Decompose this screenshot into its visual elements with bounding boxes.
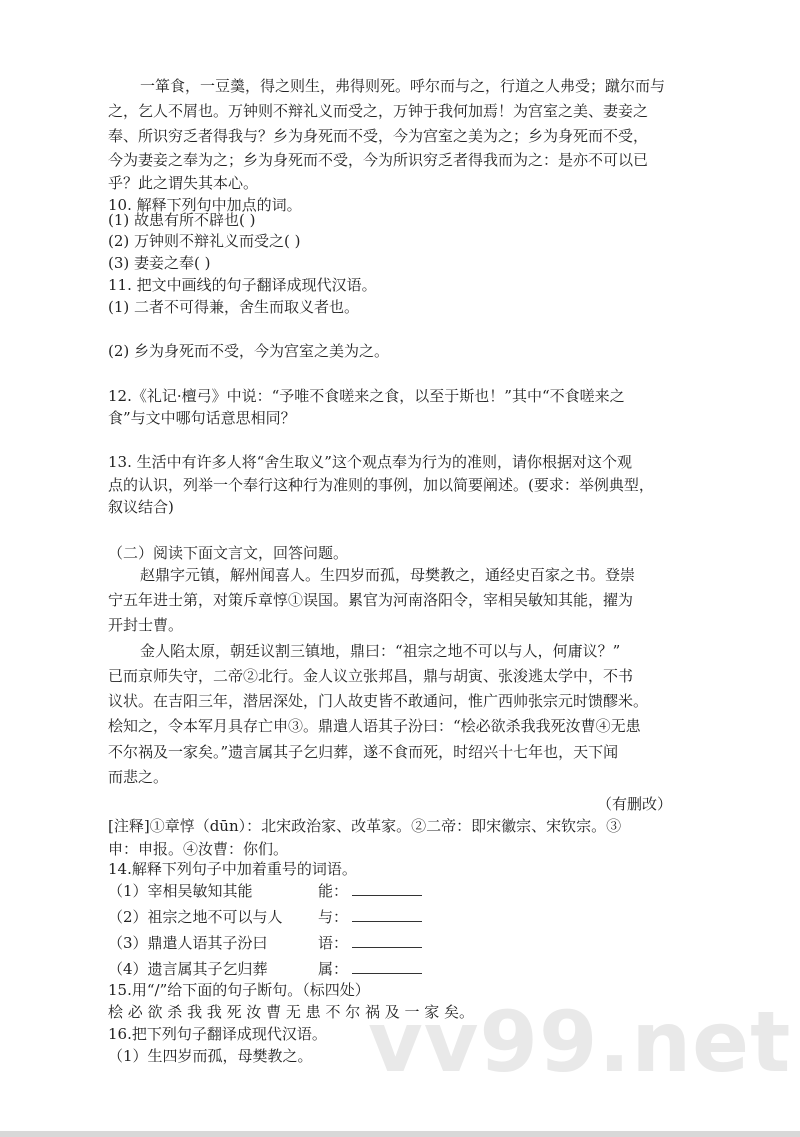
q11-title: 11. 把文中画线的句子翻译成现代汉语。 <box>108 276 377 294</box>
passage1-line: 一箪食，一豆羹，得之则生，弗得则死。呼尔而与之，行道之人弗受；蹴尔而与 <box>140 77 666 95</box>
section2-passage-line: 已而京师失守，二帝②北行。金人议立张邦昌，鼎与胡寅、张浚逃太学中，不书 <box>108 667 634 685</box>
q14-word: 与： <box>318 908 349 926</box>
q14-item <box>108 907 422 927</box>
section2-passage-line: 而悲之。 <box>108 768 169 786</box>
answer-blank[interactable] <box>352 933 422 948</box>
q14-sentence: （2）祖宗之地不可以与人 <box>108 908 283 926</box>
q11-item: (2) 乡为身死而不受，今为宫室之美为之。 <box>108 342 390 360</box>
page-bottom-edge <box>0 1131 800 1137</box>
annotation-line: [注释]①章惇（dūn）：北宋政治家、改革家。②二帝：即宋徽宗、宋钦宗。③ <box>108 817 622 835</box>
q14-sentence: （4）遗言属其子乞归葬 <box>108 960 268 978</box>
q10-item: (2) 万钟则不辩礼义而受之( ) <box>108 232 301 250</box>
q14-title: 14.解释下列句子中加着重号的词语。 <box>108 860 357 878</box>
passage1-line: 今为妻妾之奉为之；乡为身死而不受，今为所识穷乏者得我而为之：是亦不可以已 <box>108 151 649 169</box>
q13-line: 点的认识，列举一个奉行这种行为准则的事例，加以简要阐述。(要求：举例典型， <box>108 476 654 494</box>
section2-passage-line: 议状。在吉阳三年，潜居深处，门人故吏皆不敢通问，惟广西帅张宗元时馈醪米。 <box>108 692 649 710</box>
section2-passage-line: 宁五年进士第，对策斥章惇①误国。累官为河南洛阳令，宰相吴敏知其能，擢为 <box>108 591 634 609</box>
q12-line: 12.《礼记·檀弓》中说：“予唯不食嗟来之食，以至于斯也！”其中“不食嗟来之 <box>108 387 625 405</box>
answer-blank[interactable] <box>352 959 422 974</box>
q14-word: 能： <box>318 882 349 900</box>
answer-blank[interactable] <box>352 881 422 896</box>
section2-passage-line: 开封士曹。 <box>108 616 184 634</box>
section2-passage-line: 赵鼎字元镇，解州闻喜人。生四岁而孤，母樊教之，通经史百家之书。登崇 <box>140 566 636 584</box>
q14-word: 语： <box>318 934 349 952</box>
annotation-line: 申：申报。④汝曹：你们。 <box>108 840 289 858</box>
section2-passage-line: 不尔祸及一家矣。”遗言属其子乞归葬，遂不食而死，时绍兴十七年也，天下闻 <box>108 743 619 761</box>
q14-item <box>108 933 422 953</box>
q10-title: 10. 解释下列句中加点的词。 <box>108 196 302 214</box>
q16-item: （1）生四岁而孤，母樊教之。 <box>108 1047 313 1065</box>
q10-item: (1) 故患有所不辟也( ) <box>108 211 256 229</box>
passage1-line: 之，乞人不屑也。万钟则不辩礼义而受之，万钟于我何加焉！为宫室之美、妻妾之 <box>108 102 649 120</box>
watermark: vv99.net <box>368 993 792 1091</box>
q11-item: (1) 二者不可得兼，舍生而取义者也。 <box>108 298 360 316</box>
q14-sentence: （1）宰相吴敏知其能 <box>108 882 253 900</box>
passage1-line: 乎？此之谓失其本心。 <box>108 174 259 192</box>
section2-passage-line: 金人陷太原，朝廷议割三镇地，鼎曰：“祖宗之地不可以与人，何庸议？” <box>140 642 621 660</box>
q16-title: 16.把下列句子翻译成现代汉语。 <box>108 1025 327 1043</box>
q12-line: 食”与文中哪句话意思相同？ <box>108 409 296 427</box>
q15-title: 15.用“/”给下面的句子断句。（标四处） <box>108 981 370 999</box>
q15-sentence: 桧 必 欲 杀 我 我 死 汝 曹 无 患 不 尔 祸 及 一 家 矣。 <box>108 1003 475 1021</box>
answer-blank[interactable] <box>352 907 422 922</box>
q14-sentence: （3）鼎遣人语其子汾曰 <box>108 934 268 952</box>
q10-item: (3) 妻妾之奉( ) <box>108 254 211 272</box>
section2-title: （二）阅读下面文言文，回答问题。 <box>108 544 349 562</box>
q13-line: 13. 生活中有许多人将“舍生取义”这个观点奉为行为的准则，请你根据对这个观 <box>108 453 632 471</box>
q14-word: 属： <box>318 960 349 978</box>
passage1-line: 奉、所识穷乏者得我与？乡为身死而不受，今为宫室之美为之；乡为身死而不受， <box>108 127 649 145</box>
source-note: （有删改） <box>596 795 672 813</box>
q14-item <box>108 881 422 901</box>
section2-passage-line: 桧知之，令本军月具存亡申③。鼎遣人语其子汾曰：“桧必欲杀我我死汝曹④无患 <box>108 717 641 735</box>
q13-line: 叙议结合) <box>108 498 174 516</box>
q14-item <box>108 959 422 979</box>
